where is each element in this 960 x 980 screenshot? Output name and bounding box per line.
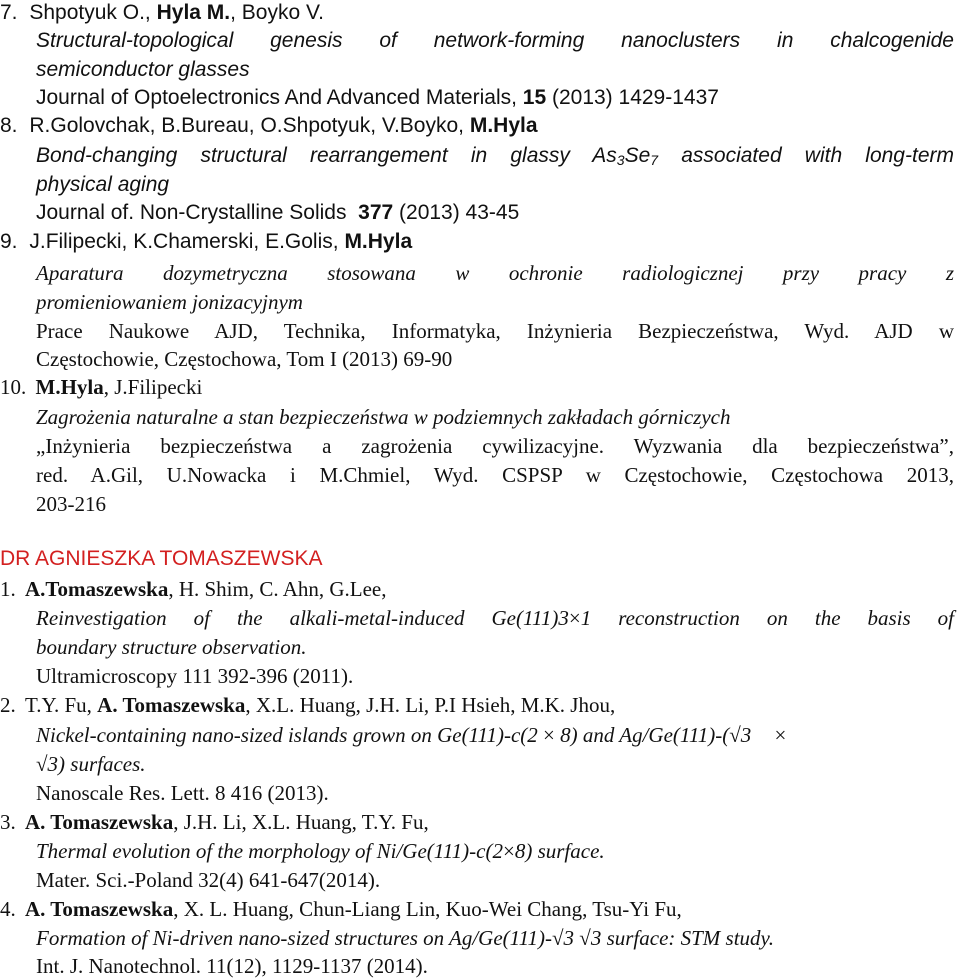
- entry-number: 9.: [0, 230, 18, 253]
- author-bold: M.Hyla: [469, 114, 538, 137]
- author-bold: M.Hyla: [344, 230, 413, 253]
- title-part: 1 reconstruction on the basis of: [580, 606, 954, 630]
- title-part: associated with long-term: [658, 144, 954, 167]
- subscript: 3: [616, 152, 625, 168]
- author-text: , X. L. Huang, Chun-Liang Lin, Kuo-Wei Chang, Tsu-Yi Fu,: [173, 897, 682, 921]
- entry-9-publisher-line1: Prace Naukowe AJD, Technika, Informatyka, Inżynieria Bezpieczeństwa, Wyd. AJD w: [36, 319, 954, 343]
- title-part: 3 surface: STM study.: [590, 926, 774, 950]
- entry-8-authors: [0, 113, 954, 139]
- entry-number: 8.: [0, 114, 18, 137]
- author-text: T.Y. Fu,: [25, 693, 98, 717]
- title-part: Formation of Ni-driven nano-sized structures on Ag/Ge(111)-: [36, 926, 552, 950]
- entry-9-publisher-line2: Częstochowie, Częstochowa, Tom I (2013) 69-90: [36, 347, 453, 371]
- sqrt-symbol: √: [36, 752, 48, 776]
- times-symbol: ×: [774, 723, 787, 747]
- title-part: Thermal evolution of the morphology of Ni/Ge(111)-c(2: [36, 839, 503, 863]
- entry-8-title-line2: physical aging: [36, 173, 170, 196]
- sqrt-symbol: √: [579, 926, 591, 950]
- entry-7-title-line1: Structural-topological genesis of network-forming nanoclusters in chalcogenide: [36, 29, 954, 52]
- journal-volume: 377: [358, 201, 394, 224]
- times-symbol: ×: [543, 723, 555, 747]
- title-part: 8) and Ag/Ge(111)-(: [554, 723, 730, 747]
- section-heading: DR AGNIESZKA TOMASZEWSKA: [0, 547, 323, 570]
- paper-2-title-line2: [36, 751, 954, 777]
- author-bold: M.Hyla: [35, 375, 104, 399]
- times-symbol: ×: [568, 606, 581, 630]
- title-part: Reinvestigation of the alkali-metal-induced Ge(111)3: [36, 606, 569, 630]
- journal-pages: (2013) 1429-1437: [546, 86, 719, 109]
- entry-number: 7.: [0, 1, 18, 24]
- paper-2-authors: [0, 692, 954, 718]
- entry-9-title-line1: Aparatura dozymetryczna stosowana w ochronie radiologicznej przy pracy z: [36, 261, 954, 285]
- entry-number: 4.: [0, 897, 16, 921]
- entry-10-publisher-line1: „Inżynieria bezpieczeństwa a zagrożenia cywilizacyjne. Wyzwania dla bezpieczeństwa”,: [36, 434, 954, 458]
- author-bold: Hyla M.: [156, 1, 231, 24]
- entry-number: 1.: [0, 577, 16, 601]
- title-part: 3) surfaces.: [47, 752, 146, 776]
- entry-number: 2.: [0, 693, 16, 717]
- entry-8-journal: [36, 200, 954, 226]
- sqrt-symbol: √: [552, 926, 564, 950]
- author-text: , J.Filipecki: [103, 375, 203, 399]
- entry-9-authors: [0, 229, 954, 255]
- sqrt-symbol: √: [729, 723, 741, 747]
- paper-1-title-line2: boundary structure observation.: [36, 635, 307, 659]
- paper-2-journal: Nanoscale Res. Lett. 8 416 (2013).: [36, 781, 329, 805]
- paper-3-authors: [0, 809, 954, 835]
- author-text: , H. Shim, C. Ahn, G.Lee,: [168, 577, 387, 601]
- paper-1-authors: [0, 576, 954, 602]
- paper-4-journal: Int. J. Nanotechnol. 11(12), 1129-1137 (2014).: [36, 954, 428, 978]
- title-part: Bond-changing structural rearrangement in glassy As: [36, 144, 617, 167]
- entry-8-title-line1: [36, 143, 954, 169]
- entry-7-journal: [36, 85, 954, 111]
- author-bold: A.Tomaszewska: [25, 577, 169, 601]
- entry-10-title: Zagrożenia naturalne a stan bezpieczeństwa w podziemnych zakładach górniczych: [36, 405, 731, 429]
- title-part: 3: [740, 723, 757, 747]
- entry-10-authors: [0, 374, 954, 400]
- entry-number: 3.: [0, 810, 16, 834]
- paper-1-journal: Ultramicroscopy 111 392-396 (2011).: [36, 664, 354, 688]
- entry-7-authors: [0, 0, 954, 26]
- subscript: 7: [650, 152, 659, 168]
- paper-4-authors: [0, 896, 954, 922]
- journal-name: Journal of. Non-Crystalline Solids: [36, 201, 359, 224]
- author-bold: A. Tomaszewska: [97, 693, 246, 717]
- paper-2-title-line1: [36, 722, 954, 748]
- author-text: , J.H. Li, X.L. Huang, T.Y. Fu,: [173, 810, 429, 834]
- journal-name: Journal of Optoelectronics And Advanced Materials,: [36, 86, 523, 109]
- title-part: Nickel-containing nano-sized islands grown on Ge(111)-c(2: [36, 723, 544, 747]
- times-symbol: ×: [502, 839, 515, 863]
- entry-9-title-line2: promieniowaniem jonizacyjnym: [36, 290, 303, 314]
- title-part: 8) surface.: [514, 839, 605, 863]
- paper-3-journal: Mater. Sci.-Poland 32(4) 641-647(2014).: [36, 868, 381, 892]
- author-text: J.Filipecki, K.Chamerski, E.Golis,: [29, 230, 345, 253]
- paper-4-title: [36, 925, 954, 951]
- title-part: 3: [563, 926, 580, 950]
- entry-10-publisher-line3: 203-216: [36, 492, 106, 516]
- paper-1-title-line1: [36, 605, 954, 631]
- journal-pages: (2013) 43-45: [393, 201, 520, 224]
- title-part: Se: [624, 144, 651, 167]
- entry-7-title-line2: semiconductor glasses: [36, 58, 250, 81]
- author-text: Shpotyuk O.,: [29, 1, 157, 24]
- entry-10-publisher-line2: red. A.Gil, U.Nowacka i M.Chmiel, Wyd. CSPSP w Częstochowie, Częstochowa 2013,: [36, 463, 954, 487]
- author-bold: A. Tomaszewska: [25, 897, 174, 921]
- author-text: , Boyko V.: [230, 1, 324, 24]
- paper-3-title: [36, 838, 954, 864]
- author-text: , X.L. Huang, J.H. Li, P.I Hsieh, M.K. Jhou,: [245, 693, 616, 717]
- entry-number: 10.: [0, 375, 27, 399]
- author-bold: A. Tomaszewska: [25, 810, 174, 834]
- journal-volume: 15: [522, 86, 547, 109]
- author-text: R.Golovchak, B.Bureau, O.Shpotyuk, V.Boyko,: [29, 114, 470, 137]
